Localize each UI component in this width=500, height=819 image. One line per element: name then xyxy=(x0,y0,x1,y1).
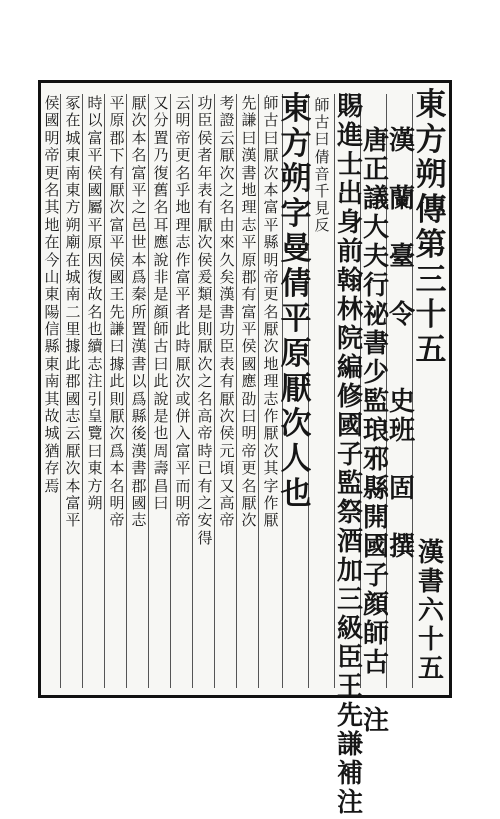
text-column: 冢 在 城 東 南 東 方 朔 廟 在 城 南 二 里 據 此 郡 國 志 云 厭 次 本 富 平 xyxy=(65,94,81,530)
text-column: 師 古 曰 厭 次 本 富 平 縣 明 帝 更 名 厭 次 地 理 志 作 厭 次 其 字 作 厭 xyxy=(263,94,279,530)
author-line: 漢 蘭 臺 令 史 班 固 撰 xyxy=(388,126,415,562)
text-column: 平 原 郡 下 有 厭 次 富 平 侯 國 王 先 謙 曰 據 此 則 厭 次 爲 本 名 明 帝 xyxy=(109,94,125,530)
text-column: 云 明 帝 更 名 乎 地 理 志 作 富 平 者 此 時 厭 次 或 併 入 富 平 而 明 帝 xyxy=(175,94,191,530)
heading-note: 師 古 曰 倩 音 千 見 反 xyxy=(314,96,330,235)
frame-left xyxy=(38,80,41,698)
annotator-line: 賜 進 士 出 身 前 翰 林 院 編 修 國 子 監 祭 酒 加 三 級 臣 王 先 謙 補 注 xyxy=(336,92,363,818)
text-column: 又 分 置 乃 復 舊 名 耳 應 說 非 是 顔 師 古 曰 此 說 是 也 周 壽 昌 曰 xyxy=(153,94,169,512)
text-column: 時 以 富 平 侯 國 屬 平 原 因 復 故 名 也 續 志 注 引 皇 覽 曰 東 方 朔 xyxy=(87,94,103,512)
volume-label: 漢 書 六 十 五 xyxy=(417,538,444,684)
text-column: 功 臣 侯 者 年 表 有 厭 次 侯 爰 類 是 則 厭 次 之 名 高 帝 時 已 有 之 安 得 xyxy=(197,94,213,547)
main-heading: 東 方 朔 字 曼 倩 平 原 厭 次 人 也 xyxy=(280,91,312,512)
frame-top xyxy=(38,80,452,83)
text-column: 侯 國 明 帝 更 名 其 地 在 今 山 東 陽 信 縣 東 南 其 故 城 猶 存 焉 xyxy=(44,94,60,495)
text-column: 先 謙 曰 漢 書 地 理 志 平 原 郡 有 富 平 侯 國 應 劭 曰 明 帝 更 名 厭 次 xyxy=(241,94,257,530)
text-column: 考 證 云 厭 次 之 名 由 來 久 矣 漢 書 功 臣 表 有 厭 次 侯 元 頃 又 高 帝 xyxy=(219,94,235,530)
book-title: 東 方 朔 傳 第 三 十 五 xyxy=(415,87,447,368)
commentator-line: 唐 正 議 大 夫 行 祕 書 少 監 琅 邪 縣 開 國 子 顔 師 古 注 xyxy=(362,126,389,736)
text-column: 厭 次 本 名 富 平 之 邑 世 本 爲 秦 所 置 漢 書 以 爲 縣 後 漢 書 郡 國 志 xyxy=(131,94,147,530)
frame-right xyxy=(449,80,452,698)
